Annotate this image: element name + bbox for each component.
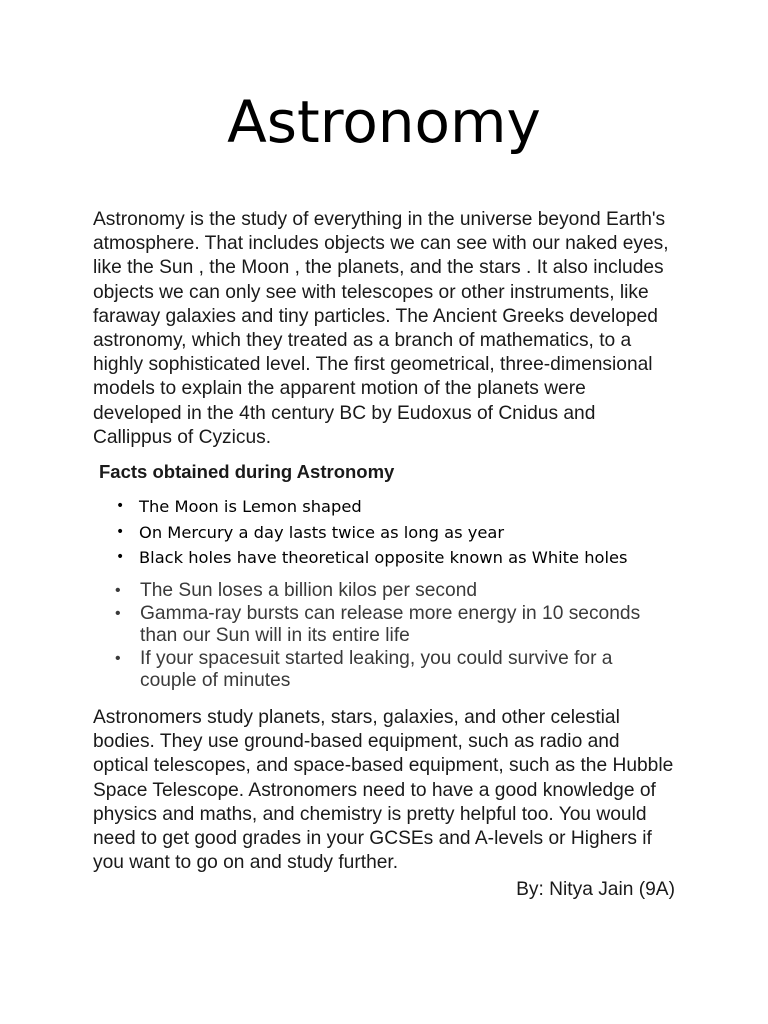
facts-heading: Facts obtained during Astronomy bbox=[99, 461, 395, 482]
intro-paragraph: Astronomy is the study of everything in the universe beyond Earth's atmosphere. That includes objects we can see with our naked eyes, like the Sun , the Moon , the planets, and the stars . It also includes objects we can only see with telescopes or other instruments, like faraway galaxies and tiny particles. The Ancient Greeks developed astronomy, which they treated as a branch of mathematics, to a highly sophisticated level. The first geometrical, three-dimensional models to explain the apparent motion of the planets were developed in the 4th century BC by Eudoxus of Cnidus and Callippus of Cyzicus. bbox=[93, 209, 669, 448]
list-item-text: Gamma-ray bursts can release more energy in 10 seconds than our Sun will in its entire life bbox=[140, 602, 641, 647]
list-item bbox=[115, 580, 670, 603]
page-title: Astronomy bbox=[227, 88, 541, 156]
list-item bbox=[115, 647, 670, 693]
bullet-icon: • bbox=[116, 523, 125, 540]
list-item-text: If your spacesuit started leaking, you could survive for a couple of minutes bbox=[140, 647, 613, 692]
bullet-icon: • bbox=[115, 604, 121, 622]
list-item-text: Black holes have theoretical opposite known as White holes bbox=[139, 548, 628, 568]
bullet-icon: • bbox=[116, 498, 125, 514]
list-item-text: The Sun loses a billion kilos per second bbox=[140, 580, 478, 601]
outro-paragraph: Astronomers study planets, stars, galaxies, and other celestial bodies. They use ground-based equipment, such as radio and optical telescopes, and space-based equipment, such as the Hubble Space Telescope. Astronomers need to have a good knowledge of physics and maths, and chemistry is pretty helpful too. You would need to get good grades in your GCSEs and A-levels or Highers if you want to go on and study further. bbox=[93, 707, 674, 874]
list-item bbox=[115, 602, 670, 648]
author-byline: By: Nitya Jain (9A) bbox=[516, 879, 675, 900]
list-item bbox=[116, 520, 699, 546]
list-item-text: The Moon is Lemon shaped bbox=[139, 497, 362, 516]
bullet-icon: • bbox=[115, 649, 121, 667]
list-item bbox=[116, 494, 699, 520]
facts-list-2 bbox=[115, 580, 670, 693]
list-item bbox=[116, 545, 699, 571]
list-item-text: On Mercury a day lasts twice as long as year bbox=[139, 522, 505, 542]
bullet-icon: • bbox=[115, 582, 121, 599]
bullet-icon: • bbox=[116, 549, 125, 566]
facts-list-1 bbox=[116, 494, 699, 571]
